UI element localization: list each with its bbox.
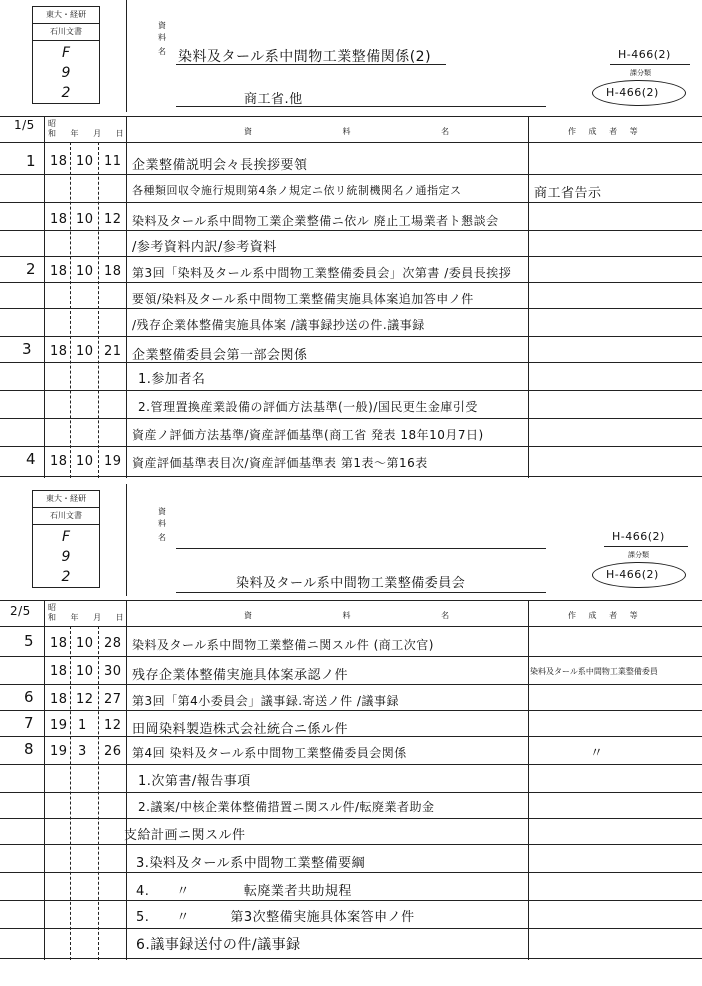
col-name: 資 料 名 (244, 611, 494, 620)
label-mei: 名 (158, 533, 166, 542)
document-subtitle: 商工省.他 (244, 92, 303, 107)
row-month: 10 (76, 636, 94, 651)
row-text: 資産ノ評価方法基準/資産評価基準(商工省 発表 18年10月7日) (132, 428, 484, 442)
label-mei: 名 (158, 47, 166, 56)
col-era: 昭 (48, 119, 56, 128)
row-text: 染料及タール系中間物工業整備ニ関スル件 (商工次官) (132, 638, 434, 652)
row-month: 12 (76, 692, 94, 707)
row-text: 企業整備説明会々長挨拶要領 (132, 158, 308, 173)
stamp-n2: 2 (61, 85, 71, 101)
row-text: 支給計画ニ関スル件 (124, 828, 246, 843)
class-label: 課分類 (630, 69, 651, 77)
row-day: 27 (104, 692, 122, 707)
stamp-n1: 9 (61, 65, 71, 81)
col-ymd: 和 年 月 日 (48, 129, 130, 138)
row-text: 要領/染料及タール系中間物工業整備実施具体案追加答申ノ件 (132, 292, 474, 306)
row-text: /参考資料内訳/参考資料 (132, 240, 277, 255)
row-day: 26 (104, 744, 122, 759)
row-no: 4 (26, 450, 37, 468)
class-code: H-466(2) (618, 48, 671, 61)
row-no: 6 (24, 688, 35, 706)
row-year: 18 (50, 264, 68, 279)
archive-stamp (32, 490, 100, 588)
oval-code: H-466(2) (606, 86, 659, 99)
col-era: 昭 (48, 603, 56, 612)
row-text: 4. 〃 転廃業者共助規程 (136, 884, 352, 899)
row-year: 18 (50, 212, 68, 227)
page-number: 2/5 (10, 604, 31, 618)
col-author: 作 成 者 等 (568, 611, 643, 620)
row-day: 30 (104, 664, 122, 679)
row-text: /残存企業体整備実施具体案 /議事録抄送の件.議事録 (132, 318, 425, 332)
row-day: 12 (104, 212, 122, 227)
stamp-n1: 9 (61, 549, 71, 565)
row-day: 21 (104, 344, 122, 359)
row-month: 10 (76, 344, 94, 359)
row-text: 企業整備委員会第一部会関係 (132, 348, 308, 363)
archive-stamp (32, 6, 100, 104)
class-code: H-466(2) (612, 530, 665, 543)
row-no: 8 (24, 740, 35, 758)
col-author: 作 成 者 等 (568, 127, 643, 136)
row-month: 10 (76, 154, 94, 169)
stamp-n2: 2 (61, 569, 71, 585)
row-year: 18 (50, 154, 68, 169)
col-name: 資 料 名 (244, 127, 494, 136)
label-shi: 資 (158, 507, 166, 516)
row-author: 〃 (590, 746, 604, 761)
row-year: 18 (50, 344, 68, 359)
stamp-row1: 東大・経研 (46, 494, 86, 503)
row-no: 1 (26, 152, 37, 170)
stamp-f: F (61, 45, 71, 61)
stamp-row2: 石川文書 (50, 511, 82, 520)
row-year: 19 (50, 718, 68, 733)
row-no: 7 (24, 714, 35, 732)
row-day: 19 (104, 454, 122, 469)
row-day: 11 (104, 154, 122, 169)
row-text: 残存企業体整備実施具体案承認ノ件 (132, 668, 349, 683)
row-year: 18 (50, 636, 68, 651)
oval-code: H-466(2) (606, 568, 659, 581)
row-text: 染料及タール系中間物工業企業整備ニ依ル 廃止工場業者ト懇談会 (132, 214, 499, 228)
label-ryou: 料 (158, 519, 166, 528)
row-month: 10 (76, 212, 94, 227)
row-day: 28 (104, 636, 122, 651)
row-no: 2 (26, 260, 37, 278)
stamp-f: F (61, 529, 71, 545)
row-author: 染料及タール系中間物工業整備委員 (530, 667, 658, 676)
row-text: 2.管理置換産業設備の評価方法基準(一般)/国民更生金庫引受 (138, 400, 478, 414)
stamp-row2: 石川文書 (50, 27, 82, 36)
row-text: 田岡染料製造株式会社統合ニ係ル件 (132, 722, 349, 737)
row-text: 2.議案/中核企業体整備措置ニ関スル件/転廃業者助金 (138, 800, 435, 814)
row-month: 10 (76, 264, 94, 279)
document-title: 染料及タール系中間物工業整備関係(2) (178, 49, 432, 65)
row-text: 1.次第書/報告事項 (138, 774, 251, 789)
row-text: 3.染料及タール系中間物工業整備要綱 (136, 856, 366, 871)
row-no: 3 (22, 340, 33, 358)
stamp-row1: 東大・経研 (46, 10, 86, 19)
row-month: 3 (78, 744, 87, 759)
page-number: 1/5 (14, 118, 35, 132)
document-title: 染料及タール系中間物工業整備委員会 (236, 576, 466, 591)
row-year: 18 (50, 454, 68, 469)
label-ryou: 料 (158, 33, 166, 42)
row-text: 第3回「第4小委員会」議事録.寄送ノ件 /議事録 (132, 694, 399, 708)
row-text: 6.議事録送付の件/議事録 (136, 937, 301, 953)
row-month: 1 (78, 718, 87, 733)
row-text: 1.参加者名 (138, 372, 206, 387)
row-text: 5. 〃 第3次整備実施具体案答申ノ件 (136, 910, 415, 925)
row-text: 各種類回収令施行規則第4条ノ規定ニ依リ統制機関名ノ通指定ス (132, 184, 462, 197)
row-year: 18 (50, 664, 68, 679)
row-day: 12 (104, 718, 122, 733)
row-text: 第4回 染料及タール系中間物工業整備委員会関係 (132, 746, 407, 760)
row-no: 5 (24, 632, 35, 650)
row-text: 第3回「染料及タール系中間物工業整備委員会」次第書 /委員長挨拶 (132, 266, 512, 280)
label-shi: 資 (158, 21, 166, 30)
row-text: 資産評価基準表目次/資産評価基準表 第1表～第16表 (132, 456, 428, 470)
row-month: 10 (76, 454, 94, 469)
row-month: 10 (76, 664, 94, 679)
class-label: 課分類 (628, 551, 649, 559)
row-year: 19 (50, 744, 68, 759)
row-author: 商工省告示 (534, 186, 602, 201)
col-ymd: 和 年 月 日 (48, 613, 130, 622)
row-year: 18 (50, 692, 68, 707)
row-day: 18 (104, 264, 122, 279)
